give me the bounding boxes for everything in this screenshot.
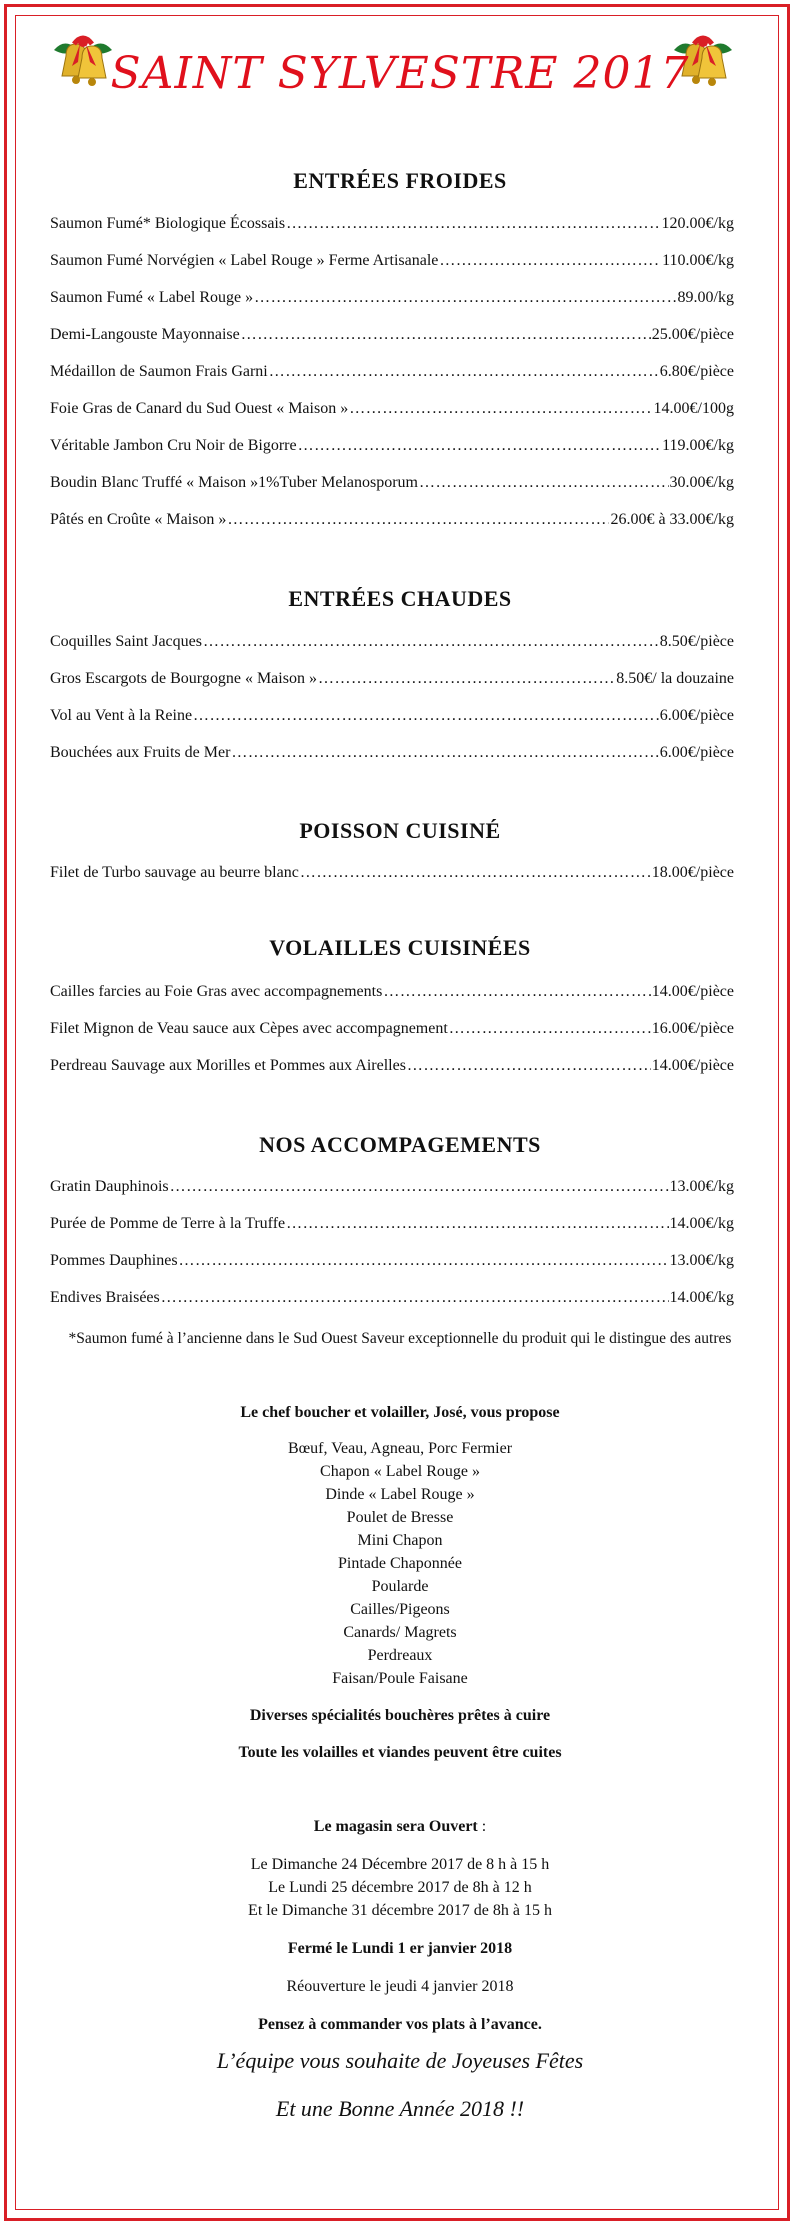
chef-offer-item: Chapon « Label Rouge » <box>320 1463 480 1480</box>
menu-item: Pâtés en Croûte « Maison » …………………………………………………………………………………………………………………………………………………………………………………………… 26.00€ à 33.00€/kg <box>50 508 734 530</box>
menu-item: Pommes Dauphines …………………………………………………………………………………………………………………………………………………………………………………………… 13.00€/kg <box>50 1249 734 1271</box>
section-title-poisson: POISSON CUISINÉ <box>299 818 501 843</box>
menu-item: Véritable Jambon Cru Noir de Bigorre …………………………………………………………………………………………………………………………………………………………………………………………… 119.00€/kg <box>50 434 734 456</box>
chef-heading: Le chef boucher et volailler, José, vous propose <box>240 1404 560 1421</box>
section-title-entrees-chaudes: ENTRÉES CHAUDES <box>288 586 512 611</box>
menu-item: Saumon Fumé « Label Rouge » …………………………………………………………………………………………………………………………………………………………………………………………… 89.00/kg <box>50 286 734 308</box>
wishes-line-2: Et une Bonne Année 2018 !! <box>275 2096 525 2121</box>
chef-offer-item: Mini Chapon <box>357 1532 443 1549</box>
chef-offer-item: Poularde <box>371 1578 429 1595</box>
menu-item: Perdreau Sauvage aux Morilles et Pommes aux Airelles …………………………………………………………………………………………………………………………………………………………………………………………… 14.00€/pièce <box>50 1054 734 1076</box>
cuites-text: Toute les volailles et viandes peuvent être cuites <box>238 1744 562 1761</box>
menu-item: Foie Gras de Canard du Sud Ouest « Maison » …………………………………………………………………………………………………………………………………………………………………………………………… 14.00€/100g <box>50 397 734 419</box>
section-title-accompagnements: NOS ACCOMPAGEMENTS <box>259 1132 541 1157</box>
menu-item: Purée de Pomme de Terre à la Truffe …………………………………………………………………………………………………………………………………………………………………………………………… 14.00€/kg <box>50 1212 734 1234</box>
menu-item: Gratin Dauphinois …………………………………………………………………………………………………………………………………………………………………………………………… 13.00€/kg <box>50 1175 734 1197</box>
menu-item: Gros Escargots de Bourgogne « Maison » …………………………………………………………………………………………………………………………………………………………………………………………… 8.50€/ la douzaine <box>50 667 734 689</box>
chef-offer-item: Perdreaux <box>367 1647 433 1664</box>
wishes-line-1: L’équipe vous souhaite de Joyeuses Fêtes <box>216 2048 584 2073</box>
menu-item: Saumon Fumé* Biologique Écossais …………………………………………………………………………………………………………………………………………………………………………………………… 120.00€/kg <box>50 212 734 234</box>
chef-offer-item: Faisan/Poule Faisane <box>332 1670 468 1687</box>
chef-offer-item: Dinde « Label Rouge » <box>325 1486 475 1503</box>
order-reminder: Pensez à commander vos plats à l’avance. <box>258 2016 542 2033</box>
chef-offer-item: Bœuf, Veau, Agneau, Porc Fermier <box>287 1440 513 1457</box>
store-open-heading: Le magasin sera Ouvert : <box>313 1818 487 1835</box>
footnote: *Saumon fumé à l’ancienne dans le Sud Ouest Saveur exceptionnelle du produit qui le distingue des autres <box>68 1330 732 1347</box>
chef-offer-item: Poulet de Bresse <box>346 1509 454 1526</box>
menu-item: Endives Braisées …………………………………………………………………………………………………………………………………………………………………………………………… 14.00€/kg <box>50 1286 734 1308</box>
menu-item: Cailles farcies au Foie Gras avec accompagnements …………………………………………………………………………………………………………………………………………………………………………………………… 14.00€/pièce <box>50 980 734 1002</box>
menu-item: Filet Mignon de Veau sauce aux Cèpes avec accompagnement …………………………………………………………………………………………………………………………………………………………………………………………… 16.00€/pièce <box>50 1017 734 1039</box>
section-title-volailles: VOLAILLES CUISINÉES <box>269 935 531 960</box>
menu-item: Boudin Blanc Truffé « Maison »1%Tuber Melanosporum …………………………………………………………………………………………………………………………………………………………………………………………… 30.00€/kg <box>50 471 734 493</box>
specialites-text: Diverses spécialités bouchères prêtes à cuire <box>249 1707 551 1724</box>
store-hours-line: Le Lundi 25 décembre 2017 de 8h à 12 h <box>268 1879 532 1896</box>
closed-notice: Fermé le Lundi 1 er janvier 2018 <box>287 1940 513 1957</box>
menu-item: Coquilles Saint Jacques …………………………………………………………………………………………………………………………………………………………………………………………… 8.50€/pièce <box>50 630 734 652</box>
chef-offer-item: Cailles/Pigeons <box>350 1601 450 1618</box>
menu-item: Médaillon de Saumon Frais Garni …………………………………………………………………………………………………………………………………………………………………………………………… 6.80€/pièce <box>50 360 734 382</box>
menu-item: Saumon Fumé Norvégien « Label Rouge » Ferme Artisanale …………………………………………………………………………………………………………………………………………………………………………………………… 110.00€/kg <box>50 249 734 271</box>
chef-offer-item: Canards/ Magrets <box>343 1624 457 1641</box>
menu-item: Vol au Vent à la Reine …………………………………………………………………………………………………………………………………………………………………………………………… 6.00€/pièce <box>50 704 734 726</box>
store-hours-line: Et le Dimanche 31 décembre 2017 de 8h à 15 h <box>248 1902 552 1919</box>
section-title-entrees-froides: ENTRÉES FROIDES <box>293 168 507 193</box>
reopen-notice: Réouverture le jeudi 4 janvier 2018 <box>286 1978 514 1995</box>
menu-item: Filet de Turbo sauvage au beurre blanc …………………………………………………………………………………………………………………………………………………………………………………………… 18.00€/pièce <box>50 861 734 883</box>
chef-offer-item: Pintade Chaponnée <box>338 1555 462 1572</box>
menu-item: Demi-Langouste Mayonnaise …………………………………………………………………………………………………………………………………………………………………………………………… 25.00€/pièce <box>50 323 734 345</box>
store-hours-line: Le Dimanche 24 Décembre 2017 de 8 h à 15 h <box>250 1856 550 1873</box>
menu-item: Bouchées aux Fruits de Mer …………………………………………………………………………………………………………………………………………………………………………………………… 6.00€/pièce <box>50 741 734 763</box>
page-title: SAINT SYLVESTRE 2017 <box>110 48 690 99</box>
